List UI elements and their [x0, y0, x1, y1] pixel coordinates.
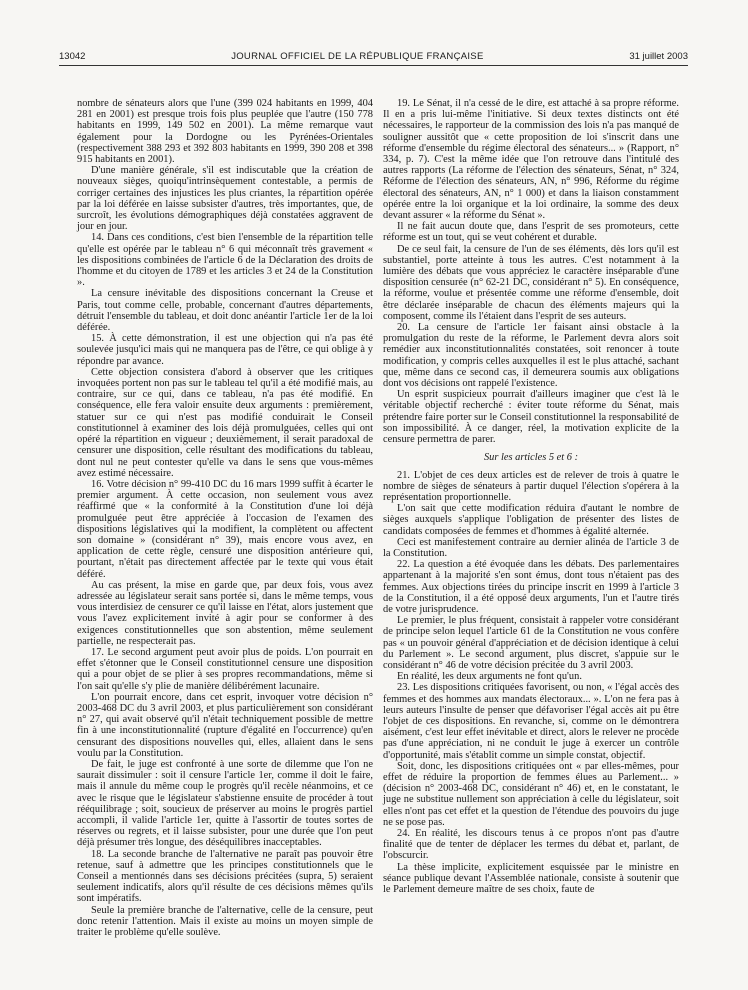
- right-column: [383, 98, 679, 895]
- page-header: [59, 48, 688, 62]
- paragraph: La thèse implicite, explicitement esquissée par le ministre en séance publique devant l'Assemblée nationale, consiste à soutenir que le Parlement demeure maître de ses choix, faute de: [383, 861, 679, 896]
- paragraph: D'une manière générale, s'il est indiscutable que la création de nouveaux sièges, quoiqu'intrinsèquement contestable, a permis de corriger certaines des injustices les plus criantes, la répartition opérée par la loi déférée en laisse subsister d'autres, très importantes, que, de surcroît, les évolutions démographiques déjà constatées aggravent de jour en jour.: [77, 165, 373, 233]
- paragraph: 14. Dans ces conditions, c'est bien l'ensemble de la répartition telle qu'elle est opérée par le tableau n° 6 qui méconnaît très gravement « les dispositions combinées de l'article 6 de la Déclaration des droits de l'homme et du citoyen de 1789 et les articles 3 et 24 de la Constitution ».: [77, 232, 373, 289]
- paragraph: 19. Le Sénat, il n'a cessé de le dire, est attaché à sa propre réforme. Il en a pris lui-même l'initiative. Si deux textes distincts ont été nécessaires, le rapporteur de la commission des lois n'a pas manqué de souligner aussitôt que « cette proposition de loi s'inscrit dans une réforme d'ensemble du régime électoral des sénateurs... » (Rapport, n° 334, p. 7). C'est la même idée que l'on retrouve dans l'intitulé des autres rapports (La réforme de l'élection des sénateurs, Sénat, n° 324, Réforme de l'élection des sénateurs, AN, n° 996, Réforme du régime électoral des sénateurs, AN, n° 1 000) et dans la liaison constamment opérée entre la loi organique et la loi ordinaire, la somme des deux devant assurer « la réforme du Sénat ».: [383, 98, 679, 222]
- paragraph: Ceci est manifestement contraire au dernier alinéa de l'article 3 de la Constitution.: [383, 536, 679, 559]
- journal-title: JOURNAL OFFICIEL DE LA RÉPUBLIQUE FRANÇAISE: [231, 51, 484, 62]
- paragraph: Un esprit suspicieux pourrait d'ailleurs imaginer que c'est là le véritable objectif recherché : éviter toute réforme du Sénat, mais prétendre faire porter sur le Conseil constitutionnel la responsabilité de son impossibilité. À ce danger, réel, la motivation explicite de la censure permettra de parer.: [383, 389, 679, 446]
- paragraph: Soit, donc, les dispositions critiquées ont « par elles-mêmes, pour effet de réduire la proportion de femmes élues au Parlement... » (décision n° 2003-468 DC, considérant n° 46) et, en le constatant, le juge ne substitue nullement son appréciation à celle du législateur, soit elles n'ont pas cet effet et la question de l'étendue des pouvoirs du juge ne se pose pas.: [383, 760, 679, 828]
- paragraph: nombre de sénateurs alors que l'une (399 024 habitants en 1999, 404 281 en 2001) est presque trois fois plus peuplée que l'autre (150 778 habitants en 1999, 149 502 en 2001). La même remarque vaut également pour la Dordogne ou les Pyrénées-Orientales (respectivement 388 293 et 392 803 habitants en 1999, 390 208 et 398 915 habitants en 2001).: [77, 98, 373, 166]
- paragraph: 21. L'objet de ces deux articles est de relever de trois à quatre le nombre de sièges de sénateurs à partir duquel l'élection s'opérera à la représentation proportionnelle.: [383, 469, 679, 503]
- paragraph: 18. La seconde branche de l'alternative ne paraît pas pouvoir être retenue, sauf à admettre que les principes constitutionnels que le Conseil a mentionnés dans ses décisions précitées (supra, 5) seraient seulement indicatifs, alors qu'il résulte de ces décisions mêmes qu'ils sont impératifs.: [77, 848, 373, 905]
- paragraph: Il ne fait aucun doute que, dans l'esprit de ses promoteurs, cette réforme est un tout, qui se veut cohérent et durable.: [383, 221, 679, 244]
- paragraph: 17. Le second argument peut avoir plus de poids. L'on pourrait en effet s'étonner que le Conseil constitutionnel censure une disposition qui a pour objet de se plier à ses propres recommandations, même si l'on sait qu'elle s'y plie de manière délibérément lacunaire.: [77, 646, 373, 692]
- paragraph: L'on sait que cette modification réduira d'autant le nombre de sièges auxquels s'applique l'obligation de présenter des listes de candidats composées de femmes et d'hommes à égalité alternée.: [383, 503, 679, 537]
- paragraph: 23. Les dispositions critiquées favorisent, ou non, « l'égal accès des femmes et des hommes aux mandats électoraux... ». L'on ne fera pas à leurs auteurs l'insulte de penser que défavoriser l'égal accès ait pu être l'objet de ces dispositions. En revanche, si, comme on le démontrera aisément, c'est leur effet inévitable et direct, alors le relever ne procède pas d'une appréciation, ni ne conduit le juge à exercer un contrôle d'opportunité, mais s'établit comme un simple constat, objectif.: [383, 682, 679, 761]
- issue-date: 31 juillet 2003: [629, 51, 688, 62]
- paragraph: Au cas présent, la mise en garde que, par deux fois, vous avez adressée au législateur serait sans portée si, dans le même temps, vous vous interdisiez de censurer ce qu'il laisse en l'état, alors justement que vous l'avez explicitement invité à agir pour se conformer à des exigences constitutionnelles que son abstention, même seulement partielle, ne respecterait pas.: [77, 579, 373, 647]
- paragraph: 15. À cette démonstration, il est une objection qui n'a pas été soulevée jusqu'ici mais qui ne manquera pas de l'être, ce qui oblige à y répondre par avance.: [77, 333, 373, 367]
- paragraph: 24. En réalité, les discours tenus à ce propos n'ont pas d'autre finalité que de tenter de déplacer les termes du débat et, parlant, de l'obscurcir.: [383, 828, 679, 862]
- left-column: [77, 98, 373, 938]
- paragraph: Le premier, le plus fréquent, consistait à rappeler votre considérant de principe selon lequel l'article 61 de la Constitution ne vous confère pas « un pouvoir général d'appréciation et de décision identique à celui du Parlement ». Le second argument, plus discret, s'appuie sur le considérant n° 46 de votre décision précitée du 3 avril 2003.: [383, 615, 679, 671]
- paragraph: Cette objection consistera d'abord à observer que les critiques invoquées portent non pas sur le tableau tel qu'il a été modifié mais, au contraire, sur ce qui, dans ce tableau, n'a pas été modifié. En conséquence, elle fera valoir ensuite deux arguments : premièrement, statuer sur ce qui n'est pas modifié conduirait le Conseil constitutionnel à examiner des lois déjà promulguées, celles qui ont opéré la répartition en vigueur ; deuxièmement, il serait paradoxal de censurer une disposition, celle résultant des modifications du tableau, dont nul ne peut contester qu'elle va dans le sens que vous-mêmes avez estimé nécessaire.: [77, 366, 373, 479]
- paragraph: De ce seul fait, la censure de l'un de ses éléments, dès lors qu'il est substantiel, porte atteinte à tous les autres. C'est notamment à la lumière des débats que vous appréciez le caractère inséparable d'une disposition censurée (n° 62-21 DC, considérant n° 5). En conséquence, la réforme, voulue et présentée comme une réforme d'ensemble, doit être déclarée inséparable de chacun des éléments majeurs qui la composent, comme ils l'étaient dans l'esprit de ses auteurs.: [383, 243, 679, 322]
- paragraph: 20. La censure de l'article 1er faisant ainsi obstacle à la promulgation du reste de la réforme, le Parlement devra alors soit remédier aux inconstitutionnalités constatées, soit renoncer à toute modification, y compris celles auxquelles il est le plus attaché, sachant que, même dans ce second cas, il demeurera soumis aux obligations dont vos décisions ont rappelé l'existence.: [383, 322, 679, 390]
- paragraph: De fait, le juge est confronté à une sorte de dilemme que l'on ne saurait dissimuler : soit il censure l'article 1er, comme il doit le faire, mais il annule du même coup le progrès qu'il recèle néanmoins, et ce avec le risque que le législateur s'abstienne ensuite de procéder à tout rééquilibrage ; soit, soucieux de préserver au moins le progrès partiel accompli, il valide l'article 1er, quitte à l'assortir de toutes sortes de réserves ou regrets, et il laisse subsister, pour une durée que l'on peut déjà présumer très longue, des déséquilibres inacceptables.: [77, 758, 373, 849]
- paragraph: L'on pourrait encore, dans cet esprit, invoquer votre décision n° 2003-468 DC du 3 avril 2003, et plus particulièrement son considérant n° 27, qui avait observé qu'il n'était techniquement possible de mettre fin à une inconstitutionnalité (rupture d'égalité en l'occurrence) qu'en censurant des dispositions nouvelles qui, elles, allaient dans le sens voulu par la Constitution.: [77, 691, 373, 759]
- section-heading: Sur les articles 5 et 6 :: [483, 452, 579, 464]
- paragraph: En réalité, les deux arguments ne font qu'un.: [397, 671, 582, 683]
- paragraph: 22. La question a été évoquée dans les débats. Des parlementaires appartenant à la majorité s'en sont émus, dont tous n'étaient pas des femmes. Aux objections tirées du principe inscrit en 1999 à l'article 3 de la Constitution, il a été opposé deux arguments, l'un et l'autre tirés de votre jurisprudence.: [383, 559, 679, 615]
- header-rule: [59, 65, 688, 66]
- paragraph: La censure inévitable des dispositions concernant la Creuse et Paris, tout comme celle, probable, concernant d'autres départements, détruit l'ensemble du tableau, et doit donc anéantir l'article 1er de la loi déférée.: [77, 288, 373, 334]
- paragraph: 16. Votre décision n° 99-410 DC du 16 mars 1999 suffit à écarter le premier argument. À cette occasion, non seulement vous avez réaffirmé que « la conformité à la Constitution d'une loi déjà promulguée peut être appréciée à l'occasion de l'examen des dispositions législatives qui la modifient, la complètent ou affectent son domaine » (considérant n° 39), mais encore vous avez, en application de cette règle, censuré une disposition antérieure qui, pourtant, n'était pas directement affectée par le texte qui vous était déféré.: [77, 478, 373, 580]
- page-number: 13042: [59, 51, 86, 62]
- paragraph: Seule la première branche de l'alternative, celle de la censure, peut donc retenir l'attention. Mais il existe au moins un moyen simple de traiter le problème qu'elle soulève.: [77, 904, 373, 939]
